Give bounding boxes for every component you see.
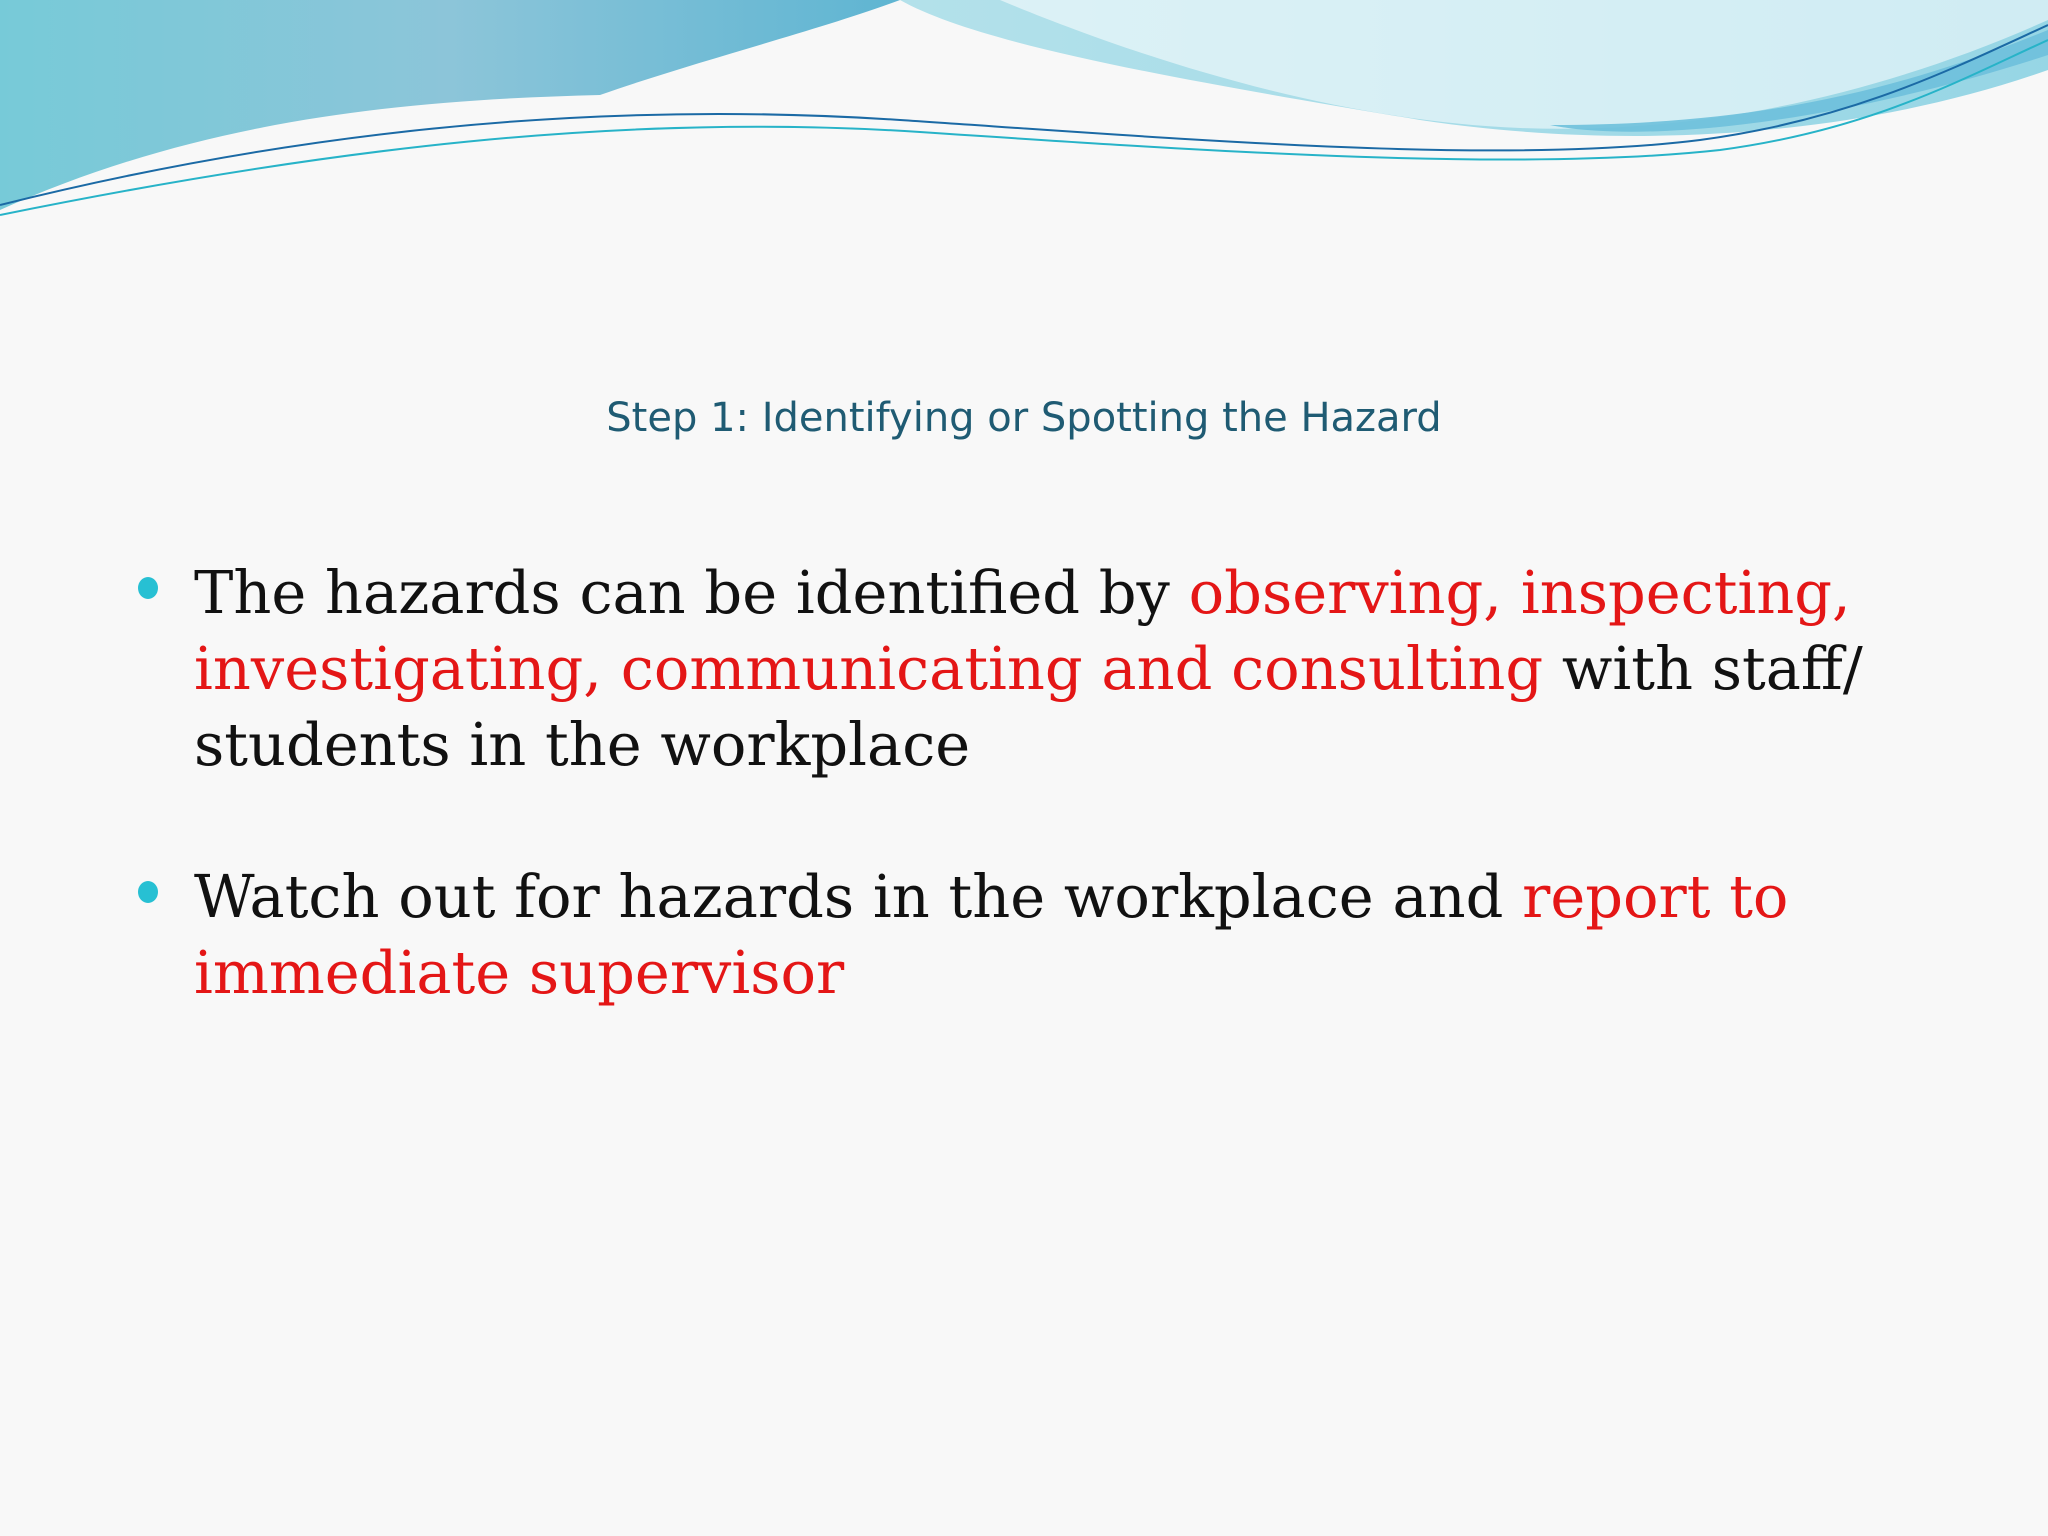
bullet-tail-text: with staff/ students in the workplace (194, 634, 1863, 779)
bullet-emphasis-text: observing, inspecting, investigating, communicating and consulting (194, 558, 1851, 703)
header-wave-decoration (0, 0, 2048, 240)
bullet-emphasis-text: report to immediate supervisor (194, 862, 1789, 1007)
bullet-lead-text: The hazards can be identified by (194, 558, 1189, 627)
bullet-item-identify-hazards (134, 555, 1894, 783)
bullet-list (134, 555, 1894, 1087)
bullet-icon (138, 577, 158, 599)
slide-title: Step 1: Identifying or Spotting the Hazard (606, 395, 1442, 441)
bullet-lead-text: Watch out for hazards in the workplace and (194, 862, 1523, 931)
wave-band-main (0, 0, 900, 210)
bullet-icon (138, 881, 158, 903)
bullet-item-report-hazards (134, 859, 1894, 1011)
